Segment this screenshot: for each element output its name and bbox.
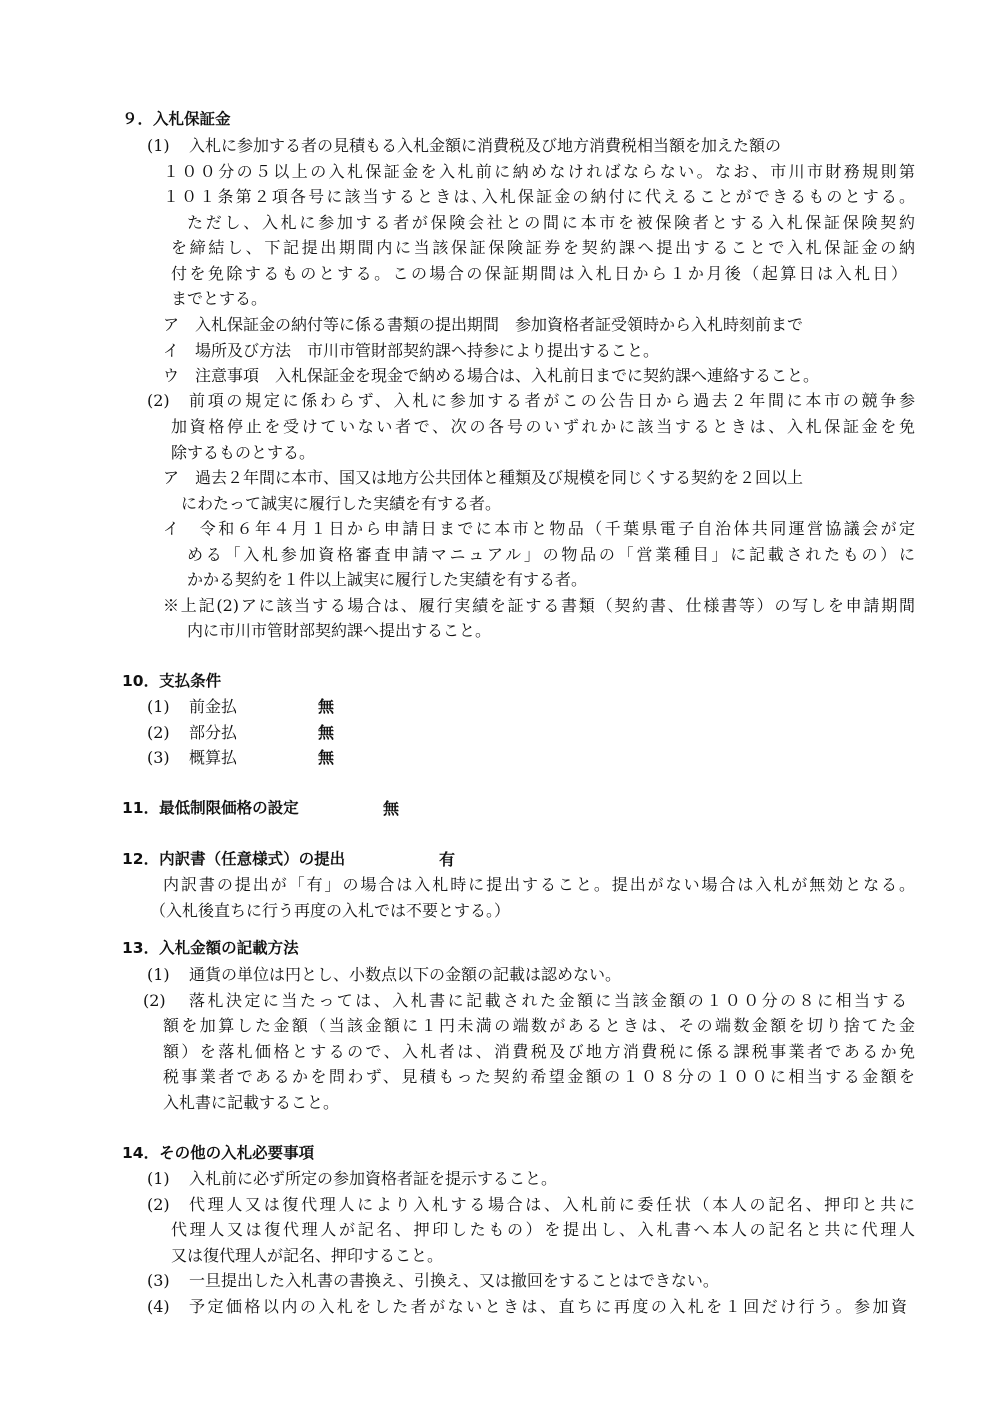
section-14-p2-number: (2) xyxy=(147,1195,170,1214)
payment-row-label: 前金払 xyxy=(189,697,238,716)
section-11-heading: 11．最低制限価格の設定 xyxy=(122,799,299,817)
section-14-p3-number: (3) xyxy=(147,1271,170,1290)
section-13-p1: 通貨の単位は円とし、小数点以下の金額の記載は認めない。 xyxy=(189,965,622,984)
payment-row-label: 部分払 xyxy=(189,723,238,742)
section-14-p2-line: 代理人又は復代理人により入札する場合は、入札前に委任状（本人の記名、押印と共に xyxy=(189,1195,915,1214)
payment-row-label: 概算払 xyxy=(189,748,238,767)
section-13-p2-line: 額を加算した金額（当該金額に１円未満の端数があるときは、その端数金額を切り捨てた金 xyxy=(163,1016,915,1035)
section-10-heading: 10．支払条件 xyxy=(122,672,222,690)
section-12-value: 有 xyxy=(439,850,456,869)
section-13-p2-line: 入札書に記載すること。 xyxy=(163,1093,340,1112)
section-14-p4: 予定価格以内の入札をした者がないときは、直ちに再度の入札を１回だけ行う。参加資 xyxy=(189,1297,907,1316)
section-13-p2-line: 落札決定に当たっては、入札書に記載された金額に当該金額の１００分の８に相当する xyxy=(189,991,907,1010)
payment-row-number: (2) xyxy=(147,723,170,742)
payment-row-number: (3) xyxy=(147,748,170,767)
section-9-p2-line: 除するものとする。 xyxy=(171,443,316,462)
section-9-p2-line: 加資格停止を受けていない者で、次の各号のいずれかに該当するときは、入札保証金を免 xyxy=(171,417,915,436)
section-9-item-u: ウ 注意事項 入札保証金を現金で納める場合は、入札前日までに契約課へ連絡すること。 xyxy=(163,366,820,385)
section-9-p2-item-a-cont: にわたって誠実に履行した実績を有する者。 xyxy=(181,494,502,513)
section-14-p1: 入札前に必ず所定の参加資格者証を提示すること。 xyxy=(189,1169,558,1188)
section-9-p1-line: を締結し、下記提出期間内に当該保証保険証券を契約課へ提出することで入札保証金の納 xyxy=(171,238,915,257)
section-9-p2-item-i-cont: かかる契約を１件以上誠実に履行した実績を有する者。 xyxy=(187,570,588,589)
section-9-p1-line: ただし、入札に参加する者が保険会社との間に本市を被保険者とする入札保証保険契約 xyxy=(187,213,915,232)
section-9-p2-number: (2) xyxy=(147,391,170,410)
section-14-p2-line: 又は復代理人が記名、押印すること。 xyxy=(171,1246,444,1265)
section-12-line: （入札後直ちに行う再度の入札では不要とする。） xyxy=(150,901,511,920)
section-9-p1-line: 付を免除するものとする。この場合の保証期間は入札日から１か月後（起算日は入札日） xyxy=(171,264,907,283)
section-9-p2-item-i-cont: める「入札参加資格審査申請マニュアル」の物品の「営業種目」に記載されたもの）に xyxy=(187,545,915,564)
section-9-p1-line: までとする。 xyxy=(171,289,268,308)
section-13-p1-number: (1) xyxy=(147,965,170,984)
payment-row-value: 無 xyxy=(318,697,335,716)
section-13-heading: 13．入札金額の記載方法 xyxy=(122,939,299,957)
section-9-item-i: イ 場所及び方法 市川市管財部契約課へ持参により提出すること。 xyxy=(163,341,660,360)
section-9-p1-line: １０１条第２項各号に該当するときは､入札保証金の納付に代えることができるものとする。 xyxy=(163,187,915,206)
section-13-p2-line: 税事業者であるかを問わず、見積もった契約希望金額の１０８分の１００に相当する金額を xyxy=(163,1067,915,1086)
section-14-heading: 14．その他の入札必要事項 xyxy=(122,1144,315,1162)
section-9-p1-number: (1) xyxy=(147,136,170,155)
section-13-p2-number: (2) xyxy=(143,991,166,1010)
section-9-heading: ９．入札保証金 xyxy=(122,110,231,128)
section-12-line: 内訳書の提出が「有」の場合は入札時に提出すること。提出がない場合は入札が無効となる。 xyxy=(163,875,915,894)
section-12-heading: 12．内訳書（任意様式）の提出 xyxy=(122,850,346,868)
section-14-p1-number: (1) xyxy=(147,1169,170,1188)
section-9-p2-line: 前項の規定に係わらず、入札に参加する者がこの公告日から過去２年間に本市の競争参 xyxy=(189,391,915,410)
section-13-p2-line: 額）を落札価格とするので、入札者は、消費税及び地方消費税に係る課税事業者であるか免 xyxy=(163,1042,915,1061)
section-9-note-cont: 内に市川市管財部契約課へ提出すること。 xyxy=(187,621,492,640)
section-9-item-a: ア 入札保証金の納付等に係る書類の提出期間 参加資格者証受領時から入札時刻前まで xyxy=(163,315,804,334)
section-9-p2-item-a: ア 過去２年間に本市、国又は地方公共団体と種類及び規模を同じくする契約を２回以上 xyxy=(163,468,804,487)
payment-row-value: 無 xyxy=(318,748,335,767)
payment-row-number: (1) xyxy=(147,697,170,716)
payment-row-value: 無 xyxy=(318,723,335,742)
section-14-p2-line: 代理人又は復代理人が記名、押印したもの）を提出し、入札書へ本人の記名と共に代理人 xyxy=(171,1220,915,1239)
section-14-p4-number: (4) xyxy=(147,1297,170,1316)
section-11-value: 無 xyxy=(383,799,400,818)
section-9-note: ※上記(2)アに該当する場合は、履行実績を証する書類（契約書、仕様書等）の写しを申請期間 xyxy=(163,596,915,615)
section-14-p3: 一旦提出した入札書の書換え、引換え、又は撤回をすることはできない。 xyxy=(189,1271,719,1290)
section-9-p1-line: 入札に参加する者の見積もる入札金額に消費税及び地方消費税相当額を加えた額の xyxy=(189,136,782,155)
section-9-p1-line: １００分の５以上の入札保証金を入札前に納めなければならない。なお、市川市財務規則第 xyxy=(163,162,915,181)
section-9-p2-item-i: イ 令和６年４月１日から申請日までに本市と物品（千葉県電子自治体共同運営協議会が定 xyxy=(163,519,915,538)
